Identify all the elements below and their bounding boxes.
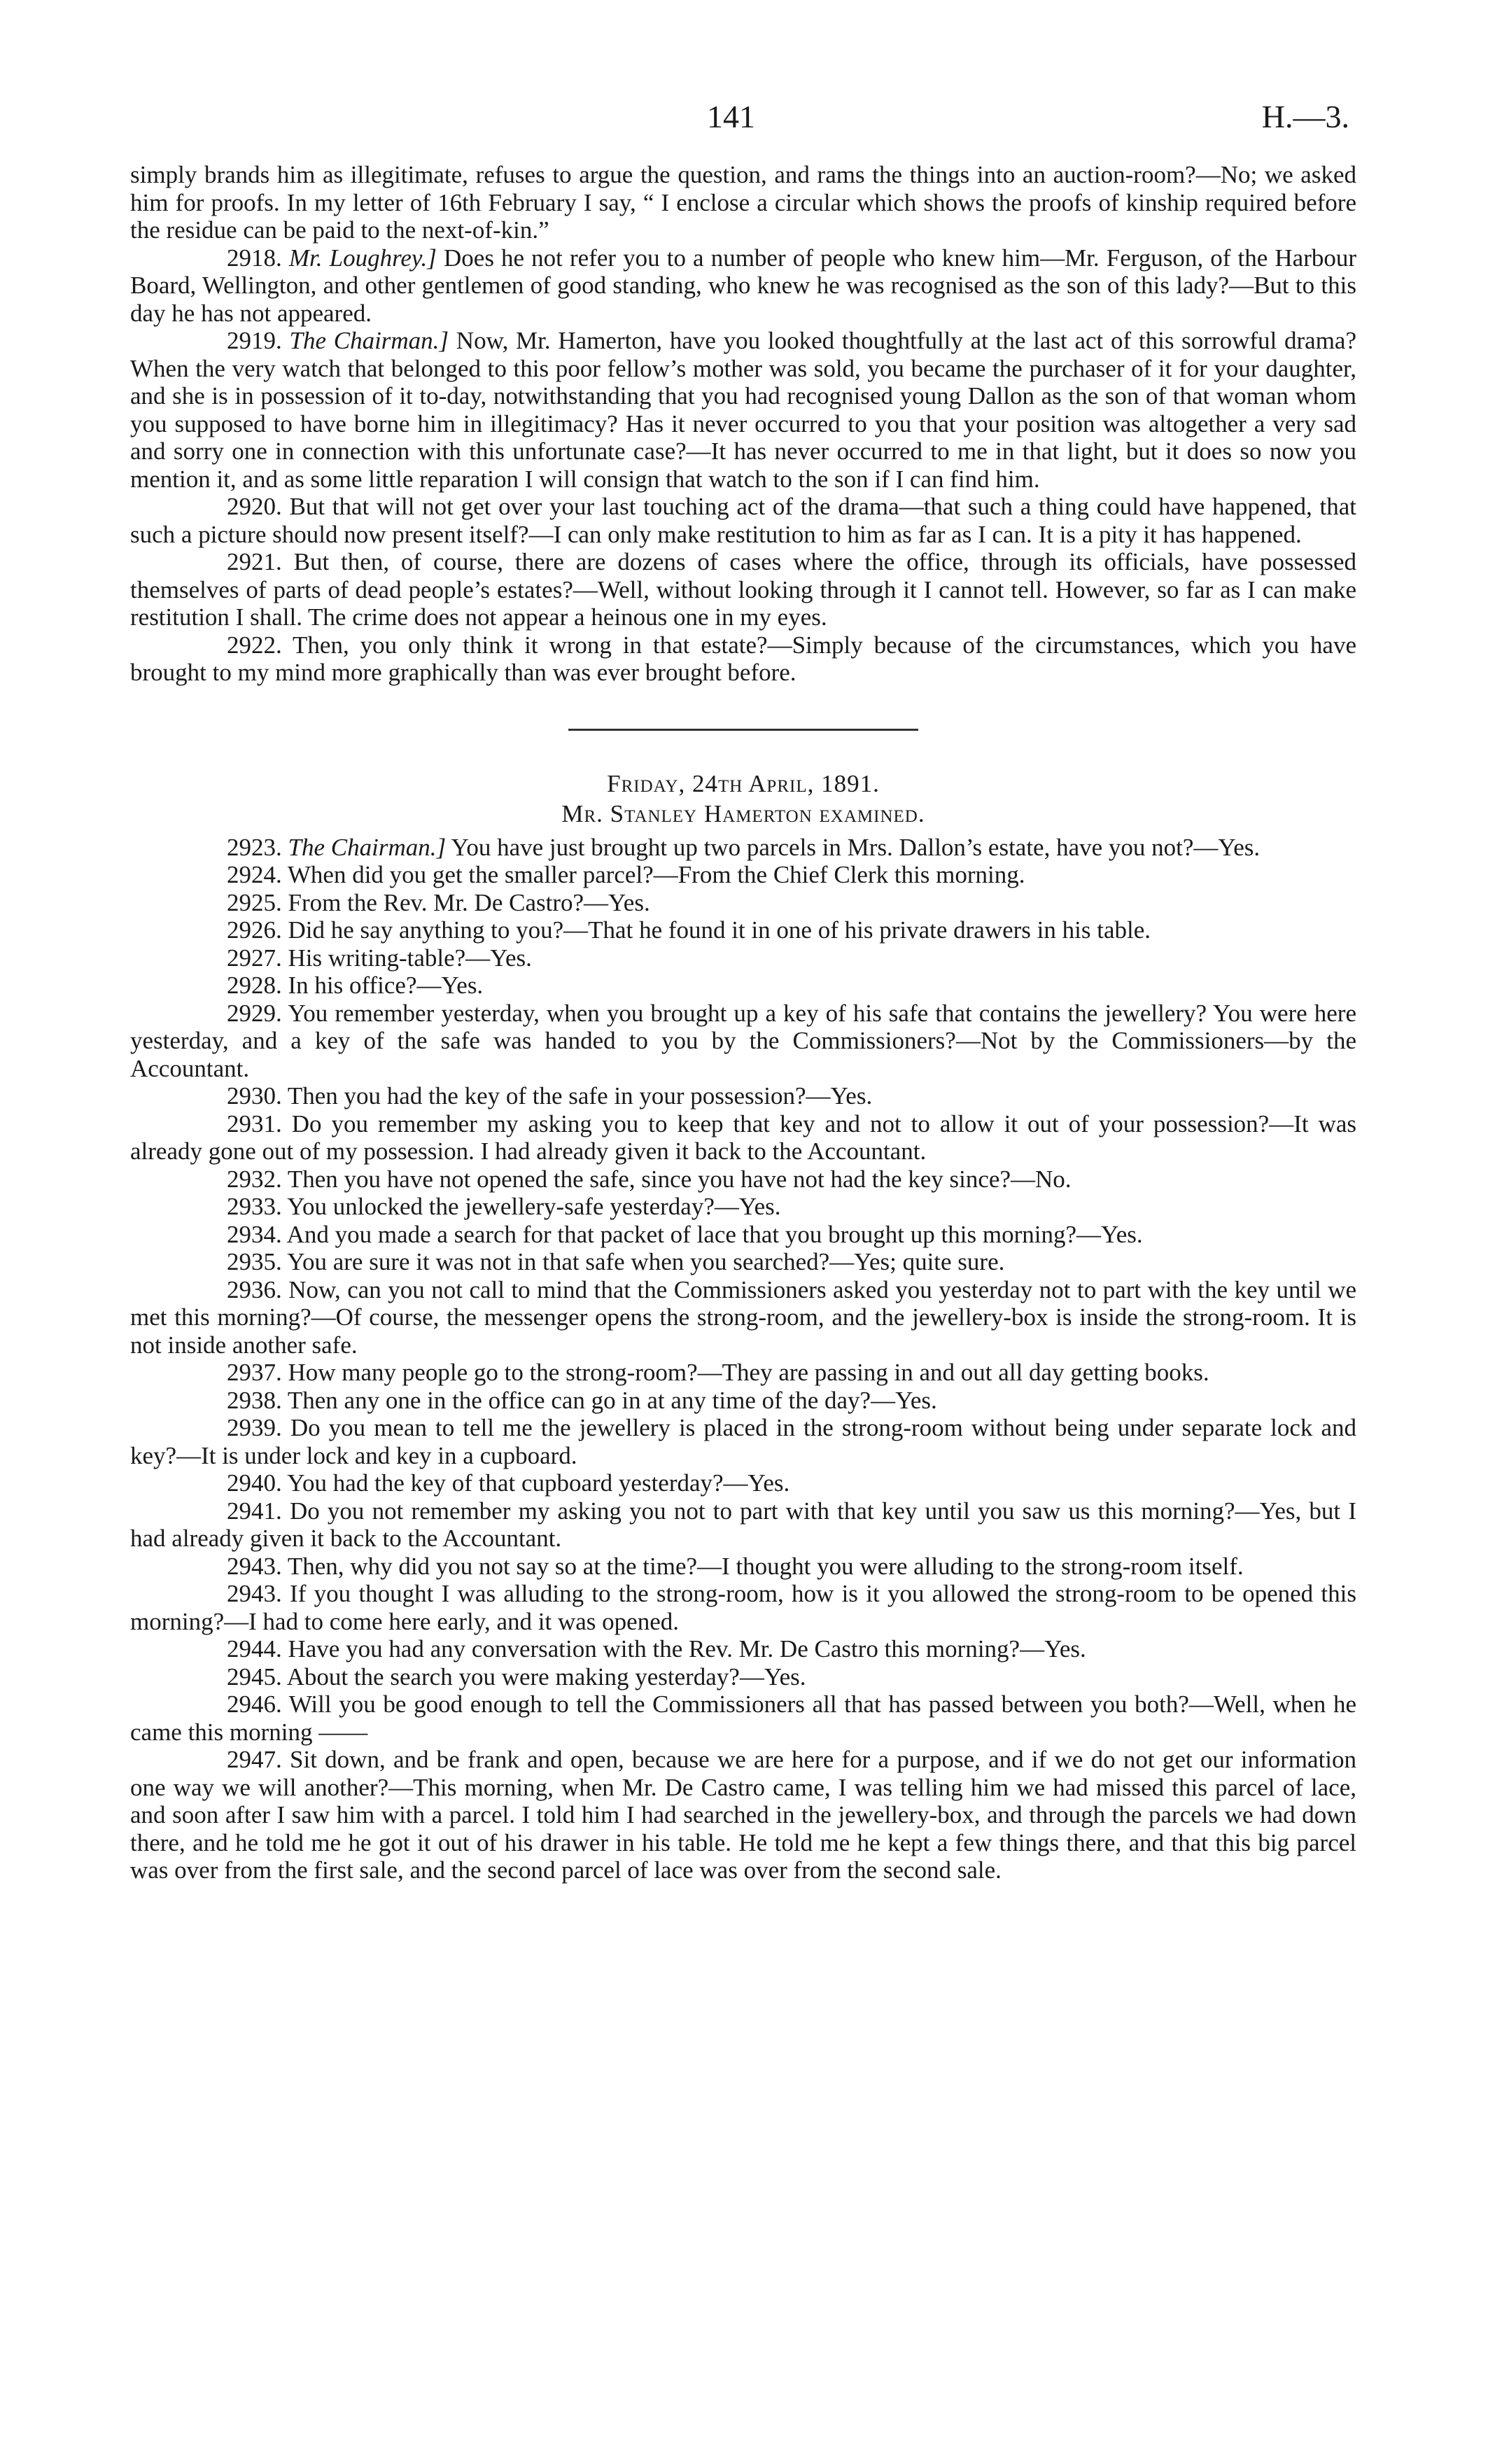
question-text: You unlocked the jewellery-safe yesterday?—Yes. xyxy=(287,1193,781,1220)
question-text: And you made a search for that packet of lace that you brought up this morning?—Yes. xyxy=(286,1220,1143,1248)
section-date: Friday, 24th April, 1891. xyxy=(607,769,880,797)
question-paragraph xyxy=(130,1663,1356,1691)
question-text: If you thought I was alluding to the strong-room, how is it you allowed the strong-room to be opened this morning?—I had to come here early, and it was opened. xyxy=(130,1580,1357,1635)
question-paragraph xyxy=(130,1469,1356,1497)
question-paragraph xyxy=(130,1248,1356,1276)
question-paragraph xyxy=(130,1414,1356,1469)
question-number: 2923. xyxy=(227,833,282,861)
question-number: 2940. xyxy=(227,1469,282,1497)
question-text: Then you had the key of the safe in your possession?—Yes. xyxy=(287,1082,873,1110)
question-number: 2925. xyxy=(227,888,282,916)
question-text: Now, Mr. Hamerton, have you looked thoughtfully at the last act of this sorrowful drama? When the very watch that belonged to this poor fellow’s mother was sold, you became the purchaser of it for your daughter, and she is in possession of it to-day, notwithstanding that you had recognised young Dallon as the son of that woman whom you supposed to have borne him in illegitimacy? Has it never occurred to you that your position was altogether a very sad and sorry one in connection with this unfortunate case?—It has never occurred to me in that light, but it does so now you mention it, and as some little reparation I will consign that watch to the son if I can find him. xyxy=(130,327,1356,493)
section-divider xyxy=(568,729,918,731)
question-number: 2936. xyxy=(227,1275,282,1303)
question-number: 2922. xyxy=(227,631,282,659)
evidence-after-section xyxy=(130,834,1356,1884)
question-number: 2924. xyxy=(227,861,282,888)
question-number: 2919. xyxy=(227,327,282,354)
question-text: Then, you only think it wrong in that estate?—Simply because of the circumstances, which you have brought to my mind more graphically than was ever brought before. xyxy=(130,631,1356,686)
question-number: 2928. xyxy=(227,972,282,999)
question-number: 2944. xyxy=(227,1635,282,1662)
question-text: You have just brought up two parcels in Mrs. Dallon’s estate, have you not?—Yes. xyxy=(451,833,1261,861)
page-header xyxy=(0,98,1488,140)
question-text: Do you not remember my asking you not to part with that key until you saw us this morning?—Yes, but I had already given it back to the Accountant. xyxy=(130,1497,1356,1552)
question-paragraph xyxy=(130,1690,1356,1746)
speaker-name: The Chairman.] xyxy=(288,833,447,861)
question-paragraph xyxy=(130,861,1356,889)
question-number: 2930. xyxy=(227,1082,282,1110)
question-number: 2918. xyxy=(227,244,282,272)
question-paragraph xyxy=(130,834,1356,862)
question-text: How many people go to the strong-room?—They are passing in and out all day getting books. xyxy=(288,1359,1209,1386)
question-number: 2947. xyxy=(227,1746,282,1773)
question-text: Then, why did you not say so at the time?—I thought you were alluding to the strong-room itself. xyxy=(287,1552,1244,1580)
evidence-before-section xyxy=(130,244,1356,687)
question-paragraph xyxy=(130,1110,1356,1166)
document-body xyxy=(130,161,1356,1884)
question-paragraph xyxy=(130,1497,1356,1553)
question-text: Do you mean to tell me the jewellery is placed in the strong-room without being under separate lock and key?—It is under lock and key in a cupboard. xyxy=(130,1414,1357,1469)
question-text: Sit down, and be frank and open, because we are here for a purpose, and if we do not get our information one way we will another?—This morning, when Mr. De Castro came, I was telling him we had missed this parcel of lace, and soon after I saw him with a parcel. I told him I had searched in the jewellery-box, and through the parcels we had down there, and he told me he got it out of his drawer in his table. He told me he kept a few things there, and that this big parcel was over from the first sale, and the second parcel of lace was over from the second sale. xyxy=(130,1746,1357,1884)
question-number: 2932. xyxy=(227,1165,282,1193)
question-number: 2941. xyxy=(227,1497,282,1525)
question-number: 2927. xyxy=(227,944,282,972)
question-number: 2943. xyxy=(227,1552,282,1580)
question-text: But then, of course, there are dozens of cases where the office, through its officials, have possessed themselves of parts of dead people’s estates?—Well, without looking through it I cannot tell. However, so far as I can make restitution I shall. The crime does not appear a heinous one in my eyes. xyxy=(130,548,1356,631)
question-paragraph xyxy=(130,631,1356,687)
question-text: Then any one in the office can go in at any time of the day?—Yes. xyxy=(287,1386,937,1414)
question-number: 2945. xyxy=(227,1662,282,1690)
question-text: Then you have not opened the safe, since you have not had the key since?—No. xyxy=(287,1165,1072,1193)
witness-examined: Mr. Stanley Hamerton examined. xyxy=(561,800,925,827)
question-number: 2939. xyxy=(227,1414,282,1441)
question-paragraph xyxy=(130,548,1356,631)
question-paragraph xyxy=(130,1193,1356,1221)
question-number: 2926. xyxy=(227,916,282,944)
question-text: Do you remember my asking you to keep that key and not to allow it out of your possession?—It was already gone out of my possession. I had already given it back to the Accountant. xyxy=(130,1110,1356,1165)
question-number: 2931. xyxy=(227,1110,282,1138)
question-number: 2943. xyxy=(227,1580,282,1607)
question-paragraph xyxy=(130,1082,1356,1110)
question-paragraph xyxy=(130,972,1356,1000)
question-number: 2933. xyxy=(227,1193,282,1220)
question-text: You are sure it was not in that safe when you searched?—Yes; quite sure. xyxy=(287,1248,1005,1275)
question-text: Have you had any conversation with the Rev. Mr. De Castro this morning?—Yes. xyxy=(288,1635,1086,1662)
question-number: 2921. xyxy=(227,548,282,575)
page-number: 141 xyxy=(707,99,755,134)
document-reference: H.—3. xyxy=(1261,99,1349,134)
question-text: Now, can you not call to mind that the Commissioners asked you yesterday not to part with the key until we met this morning?—Of course, the messenger opens the strong-room, and the jewellery-box is inside the strong-room. It is not inside another safe. xyxy=(130,1275,1356,1359)
question-text: Does he not refer you to a number of people who knew him—Mr. Ferguson, of the Harbour Board, Wellington, and other gentlemen of good standing, who knew he was recognised as the son of this lady?—But to this day he has not appeared. xyxy=(130,244,1357,327)
continued-paragraph: simply brands him as illegitimate, refuses to argue the question, and rams the things into an auction-room?—No; we asked him for proofs. In my letter of 16th February I say, “ I enclose a circular which shows the proofs of kinship required before the residue can be paid to the next-of-kin.” xyxy=(130,161,1356,244)
question-paragraph xyxy=(130,1276,1356,1359)
question-number: 2946. xyxy=(227,1690,282,1718)
speaker-name: Mr. Loughrey.] xyxy=(288,244,437,272)
question-text: But that will not get over your last touching act of the drama—that such a thing could have happened, that such a picture should now present itself?—I can only make restitution to him as far as I can. It is a pity it has happened. xyxy=(130,493,1357,548)
question-paragraph xyxy=(130,916,1356,944)
question-paragraph xyxy=(130,1359,1356,1387)
question-paragraph xyxy=(130,493,1356,548)
question-paragraph xyxy=(130,1746,1356,1884)
question-paragraph xyxy=(130,1635,1356,1663)
speaker-name: The Chairman.] xyxy=(289,327,449,354)
question-paragraph xyxy=(130,1553,1356,1581)
question-text: You remember yesterday, when you brought up a key of his safe that contains the jewellery? You were here yesterday, and a key of the safe was handed to you by the Commissioners?—Not by the Commissioners—by the Accountant. xyxy=(130,999,1356,1082)
question-text: In his office?—Yes. xyxy=(288,972,484,999)
question-number: 2929. xyxy=(227,999,282,1027)
question-paragraph xyxy=(130,327,1356,493)
question-number: 2938. xyxy=(227,1386,282,1414)
question-text: You had the key of that cupboard yesterday?—Yes. xyxy=(287,1469,790,1497)
question-paragraph xyxy=(130,1580,1356,1635)
question-paragraph xyxy=(130,889,1356,917)
question-paragraph xyxy=(130,1221,1356,1249)
question-number: 2935. xyxy=(227,1248,282,1275)
question-text: Did he say anything to you?—That he found it in one of his private drawers in his table. xyxy=(288,916,1151,944)
question-text: His writing-table?—Yes. xyxy=(288,944,532,972)
question-number: 2934. xyxy=(227,1220,282,1248)
question-text: From the Rev. Mr. De Castro?—Yes. xyxy=(288,888,650,916)
question-number: 2920. xyxy=(227,493,282,520)
question-text: When did you get the smaller parcel?—From the Chief Clerk this morning. xyxy=(287,861,1025,888)
question-paragraph xyxy=(130,1000,1356,1083)
question-paragraph xyxy=(130,1387,1356,1415)
question-text: Will you be good enough to tell the Commissioners all that has passed between you both?—Well, when he came this morning —— xyxy=(130,1690,1356,1746)
question-text: About the search you were making yesterday?—Yes. xyxy=(286,1662,806,1690)
question-paragraph xyxy=(130,1166,1356,1194)
question-paragraph xyxy=(130,244,1356,328)
question-paragraph xyxy=(130,944,1356,972)
question-number: 2937. xyxy=(227,1359,282,1386)
